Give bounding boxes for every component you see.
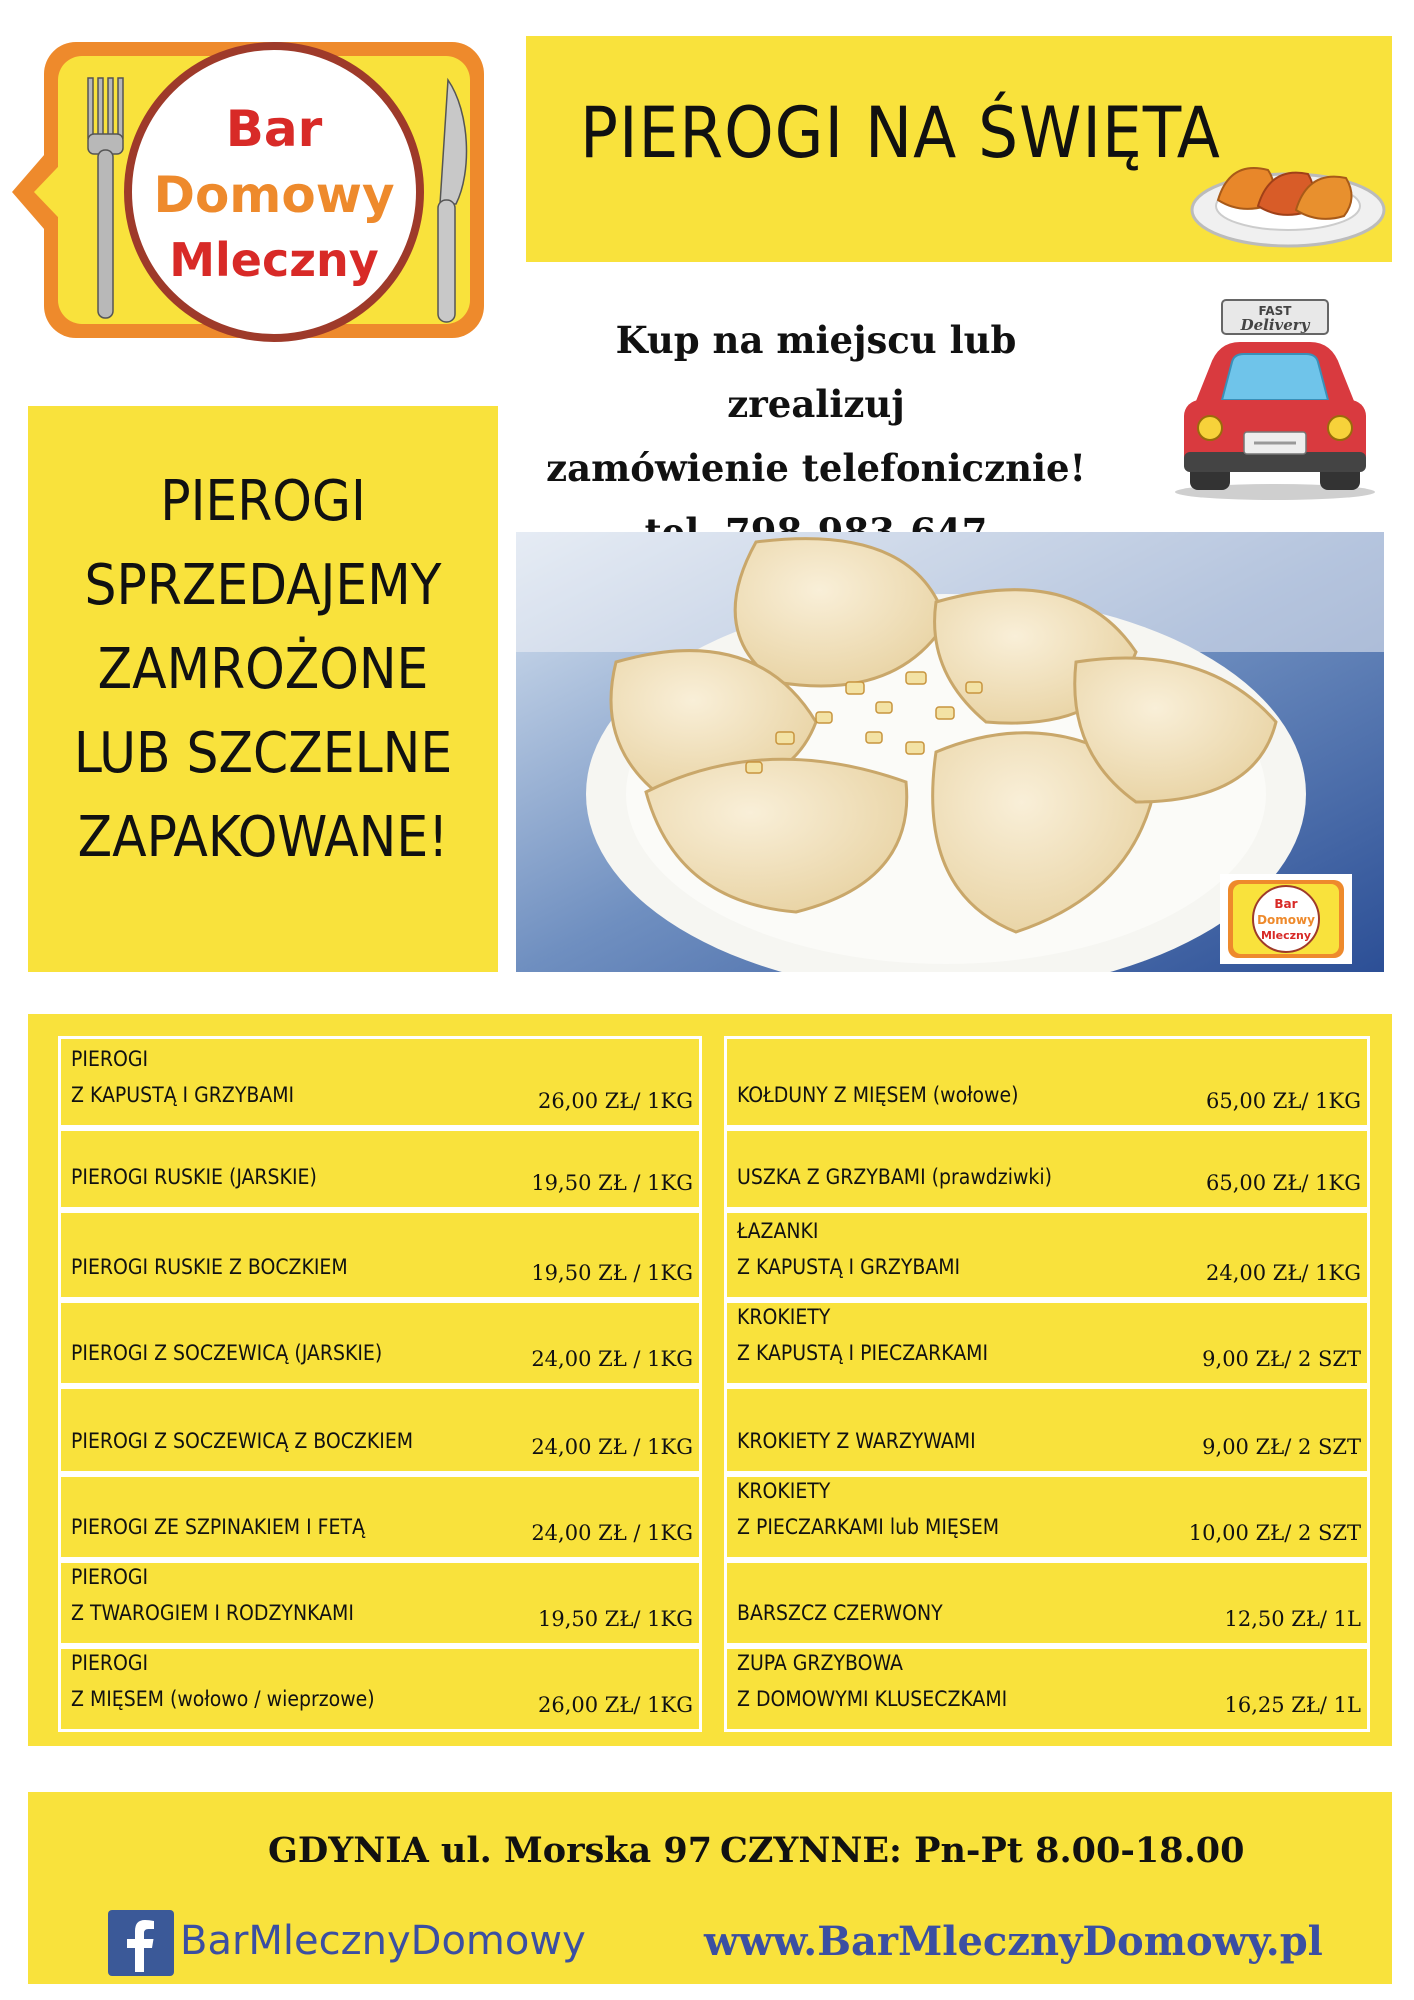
item-price: 16,25 ZŁ/ 1L bbox=[1224, 1693, 1361, 1717]
menu-item bbox=[724, 1210, 1370, 1300]
menu-item bbox=[724, 1128, 1370, 1210]
order-line-1: Kup na miejscu lub zrealizuj bbox=[615, 318, 1017, 426]
menu-item bbox=[58, 1300, 702, 1386]
sales-line-5: ZAPAKOWANE! bbox=[77, 805, 449, 870]
photo-logo-domowy: Domowy bbox=[1257, 913, 1315, 927]
facebook-icon[interactable] bbox=[108, 1910, 174, 1976]
item-name-line-2: PIEROGI Z SOCZEWICĄ (JARSKIE) bbox=[71, 1341, 383, 1365]
sales-line-1: PIEROGI bbox=[160, 469, 366, 534]
photo-logo-bar: Bar bbox=[1274, 897, 1298, 911]
item-price: 12,50 ZŁ/ 1L bbox=[1224, 1607, 1361, 1631]
sales-line-2: SPRZEDAJEMY bbox=[84, 553, 442, 618]
item-name-line-2: BARSZCZ CZERWONY bbox=[737, 1601, 943, 1625]
pierogi-photo bbox=[516, 532, 1384, 972]
menu-item bbox=[724, 1474, 1370, 1560]
menu-item bbox=[58, 1386, 702, 1474]
item-price: 24,00 ZŁ / 1KG bbox=[531, 1521, 693, 1545]
bar-logo bbox=[8, 22, 498, 352]
opening-hours: CZYNNE: Pn-Pt 8.00-18.00 bbox=[720, 1830, 1245, 1871]
item-name-line-1: KROKIETY bbox=[737, 1479, 831, 1503]
menu-item bbox=[724, 1386, 1370, 1474]
item-name-line-1: PIEROGI bbox=[71, 1047, 149, 1071]
item-price: 19,50 ZŁ / 1KG bbox=[531, 1261, 693, 1285]
item-price: 24,00 ZŁ / 1KG bbox=[531, 1435, 693, 1459]
item-price: 19,50 ZŁ/ 1KG bbox=[537, 1607, 693, 1631]
item-name-line-2: Z PIECZARKAMI lub MIĘSEM bbox=[737, 1515, 1000, 1539]
item-price: 65,00 ZŁ/ 1KG bbox=[1205, 1171, 1361, 1195]
menu-item bbox=[724, 1300, 1370, 1386]
car-sign-delivery: Delivery bbox=[1240, 316, 1310, 334]
item-name-line-1: KROKIETY bbox=[737, 1305, 831, 1329]
item-name-line-2: Z KAPUSTĄ I PIECZARKAMI bbox=[737, 1341, 989, 1365]
item-name-line-2: PIEROGI RUSKIE Z BOCZKIEM bbox=[71, 1255, 348, 1279]
sales-line-3: ZAMROŻONE bbox=[97, 637, 429, 702]
facebook-link[interactable]: BarMlecznyDomowy bbox=[180, 1918, 586, 1964]
logo-text-bar: Bar bbox=[225, 100, 323, 158]
item-price: 26,00 ZŁ/ 1KG bbox=[537, 1089, 693, 1113]
sales-line-4: LUB SZCZELNE bbox=[73, 721, 453, 786]
item-name-line-2: Z MIĘSEM (wołowo / wieprzowe) bbox=[71, 1687, 375, 1711]
menu-item bbox=[58, 1210, 702, 1300]
logo-text-mleczny: Mleczny bbox=[169, 233, 379, 287]
menu-item bbox=[58, 1128, 702, 1210]
order-line-2: zamówienie telefonicznie! bbox=[546, 446, 1086, 490]
item-name-line-2: USZKA Z GRZYBAMI (prawdziwki) bbox=[737, 1165, 1052, 1189]
item-price: 26,00 ZŁ/ 1KG bbox=[537, 1693, 693, 1717]
photo-logo bbox=[1220, 874, 1352, 964]
menu-item bbox=[724, 1560, 1370, 1646]
item-price: 9,00 ZŁ/ 2 SZT bbox=[1202, 1347, 1361, 1371]
website-link[interactable]: www.BarMlecznyDomowy.pl bbox=[704, 1918, 1323, 1965]
menu-item bbox=[58, 1474, 702, 1560]
order-info bbox=[546, 308, 1086, 564]
item-name-line-2: KOŁDUNY Z MIĘSEM (wołowe) bbox=[737, 1083, 1019, 1107]
item-name-line-1: PIEROGI bbox=[71, 1651, 149, 1675]
car-sign-fast: FAST bbox=[1258, 304, 1292, 318]
photo-logo-mleczny: Mleczny bbox=[1260, 929, 1312, 942]
item-name-line-2: Z KAPUSTĄ I GRZYBAMI bbox=[737, 1255, 961, 1279]
item-name-line-2: KROKIETY Z WARZYWAMI bbox=[737, 1429, 976, 1453]
delivery-car-icon bbox=[1170, 296, 1380, 502]
item-name-line-2: PIEROGI ZE SZPINAKIEM I FETĄ bbox=[71, 1515, 365, 1539]
item-price: 65,00 ZŁ/ 1KG bbox=[1205, 1089, 1361, 1113]
logo-text-domowy: Domowy bbox=[153, 166, 395, 224]
address: GDYNIA ul. Morska 97 bbox=[268, 1830, 713, 1871]
menu-item bbox=[724, 1036, 1370, 1128]
item-name-line-2: Z TWAROGIEM I RODZYNKAMI bbox=[71, 1601, 354, 1625]
item-name-line-1: PIEROGI bbox=[71, 1565, 149, 1589]
menu-item bbox=[58, 1560, 702, 1646]
item-name-line-2: Z KAPUSTĄ I GRZYBAMI bbox=[71, 1083, 295, 1107]
item-name-line-1: ŁAZANKI bbox=[737, 1219, 819, 1243]
menu-item bbox=[58, 1646, 702, 1732]
item-price: 24,00 ZŁ/ 1KG bbox=[1205, 1261, 1361, 1285]
item-name-line-2: PIEROGI RUSKIE (JARSKIE) bbox=[71, 1165, 317, 1189]
menu-item bbox=[58, 1036, 702, 1128]
sales-info-text bbox=[28, 460, 498, 880]
item-price: 10,00 ZŁ/ 2 SZT bbox=[1188, 1521, 1361, 1545]
menu-item bbox=[724, 1646, 1370, 1732]
item-name-line-2: Z DOMOWYMI KLUSECZKAMI bbox=[737, 1687, 1008, 1711]
item-price: 19,50 ZŁ / 1KG bbox=[531, 1171, 693, 1195]
item-price: 9,00 ZŁ/ 2 SZT bbox=[1202, 1435, 1361, 1459]
page-title: PIEROGI NA ŚWIĘTA bbox=[580, 92, 1221, 174]
item-name-line-1: ZUPA GRZYBOWA bbox=[737, 1651, 903, 1675]
pierogi-plate-icon bbox=[1188, 140, 1388, 250]
item-price: 24,00 ZŁ / 1KG bbox=[531, 1347, 693, 1371]
item-name-line-2: PIEROGI Z SOCZEWICĄ Z BOCZKIEM bbox=[71, 1429, 414, 1453]
